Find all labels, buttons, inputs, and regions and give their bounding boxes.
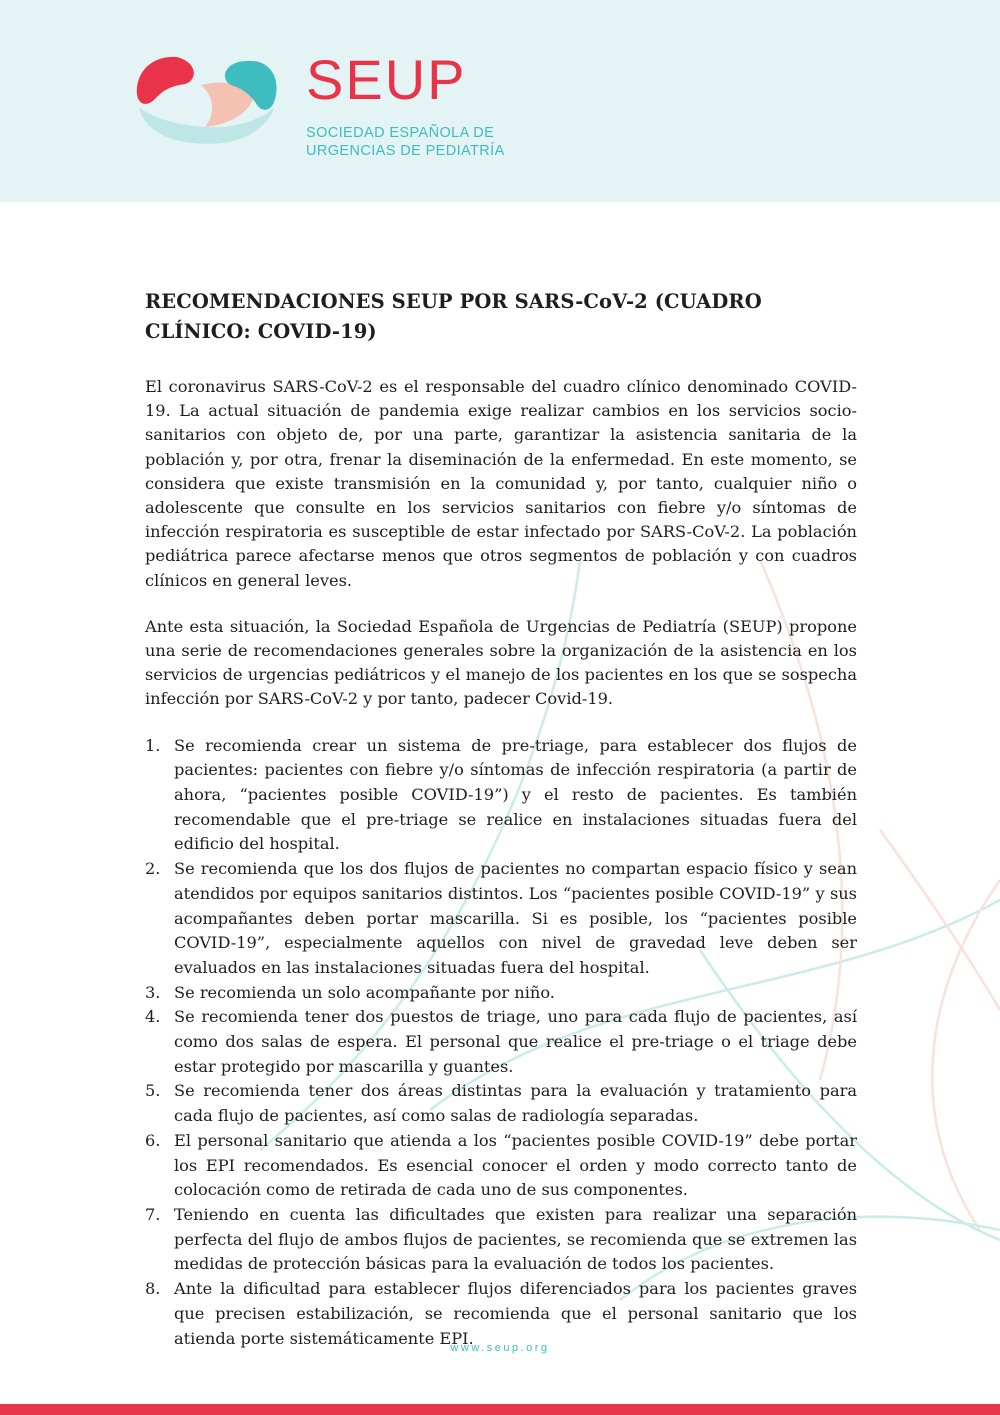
list-item-number: 7. bbox=[145, 1205, 161, 1224]
list-item-text: Teniendo en cuenta las dificultades que existen para realizar una separación perfecta del flujo de ambos flujos de pacientes, se recomienda que se extremen las medidas de protección básicas para la evaluación de todos los pacientes. bbox=[174, 1205, 857, 1274]
brand-name: SEUP bbox=[306, 48, 467, 111]
list-item-text: Se recomienda que los dos flujos de pacientes no compartan espacio físico y sean atendidos por equipos sanitarios distintos. Los “pacientes posible COVID-19” y sus acompañantes deben portar mascarilla. Si es posible, los “pacientes posible COVID-19”, especialmente aquellos con nivel de gravedad leve deben ser evaluados en las instalaciones situadas fuera del hospital. bbox=[174, 859, 857, 977]
list-item bbox=[145, 981, 857, 1006]
brand-subtitle-line1: SOCIEDAD ESPAÑOLA DE bbox=[306, 125, 495, 141]
recommendations-list bbox=[145, 734, 857, 1352]
page-header bbox=[0, 0, 1000, 202]
list-item-text: Se recomienda tener dos áreas distintas para la evaluación y tratamiento para cada flujo de pacientes, así como salas de radiología separadas. bbox=[174, 1081, 857, 1126]
intro-paragraph: El coronavirus SARS-CoV-2 es el responsable del cuadro clínico denominado COVID-19. La actual situación de pandemia exige realizar cambios en los servicios socio-sanitarios con objeto de, por una parte, garantizar la asistencia sanitaria de la población y, por otra, frenar la diseminación de la enfermedad. En este momento, se considera que existe transmisión en la comunidad y, por tanto, cualquier niño o adolescente que consulte en los servicios sanitarios con fiebre y/o síntomas de infección respiratoria es susceptible de estar infectado por SARS-CoV-2. La población pediátrica parece afectarse menos que otros segmentos de población y con cuadros clínicos en general leves. bbox=[145, 377, 857, 590]
list-item bbox=[145, 734, 857, 858]
list-item bbox=[145, 1129, 857, 1203]
list-item-text: Ante la dificultad para establecer flujos diferenciados para los pacientes graves que precisen estabilización, se recomienda que el personal sanitario que los atienda porte sistemáticamente EPI. bbox=[174, 1279, 857, 1348]
footer-url[interactable]: www.seup.org bbox=[450, 1342, 550, 1354]
list-item-text: Se recomienda tener dos puestos de triage, uno para cada flujo de pacientes, así como dos salas de espera. El personal que realice el pre-triage o el triage debe estar protegido por mascarilla y guantes. bbox=[174, 1007, 857, 1076]
list-item-number: 5. bbox=[145, 1081, 161, 1101]
list-item-number: 6. bbox=[145, 1130, 161, 1150]
second-paragraph: Ante esta situación, la Sociedad Española de Urgencias de Pediatría (SEUP) propone una serie de recomendaciones generales sobre la organización de la asistencia en los servicios de urgencias pediátricos y el manejo de los pacientes en los que se sospecha infección por SARS-CoV-2 y por tanto, padecer Covid-19. bbox=[145, 616, 857, 709]
list-item-number: 2. bbox=[145, 859, 161, 879]
list-item bbox=[145, 1005, 857, 1079]
list-item-text: Se recomienda crear un sistema de pre-triage, para establecer dos flujos de pacientes: pacientes con fiebre y/o síntomas de infección respiratoria (a partir de ahora, “pacientes posible COVID-19”) y el resto de pacientes. Es también recomendable que el pre-triage se realice en instalaciones situadas fuera del edificio del hospital. bbox=[174, 735, 857, 854]
list-item-number: 3. bbox=[145, 982, 161, 1002]
list-item-text: El personal sanitario que atienda a los “pacientes posible COVID-19” debe portar los EPI recomendados. Es esencial conocer el orden y modo correcto tanto de colocación como de retirada de cada uno de sus componentes. bbox=[174, 1130, 857, 1200]
brand-subtitle bbox=[306, 124, 505, 160]
brand-subtitle-line2: URGENCIAS DE PEDIATRÍA bbox=[306, 143, 505, 159]
list-item-text: Se recomienda un solo acompañante por niño. bbox=[174, 982, 555, 1002]
document-body bbox=[145, 287, 857, 1351]
list-item bbox=[145, 857, 857, 981]
footer-bar bbox=[0, 1404, 1000, 1415]
list-item-number: 4. bbox=[145, 1007, 161, 1027]
list-item-number: 1. bbox=[145, 735, 161, 755]
list-item-number: 8. bbox=[145, 1279, 161, 1299]
document-title: RECOMENDACIONES SEUP POR SARS-CoV-2 (CUADRO CLÍNICO: COVID-19) bbox=[145, 290, 762, 343]
list-item bbox=[145, 1277, 857, 1351]
seup-logo-icon bbox=[135, 55, 280, 150]
list-item bbox=[145, 1079, 857, 1128]
list-item bbox=[145, 1203, 857, 1277]
